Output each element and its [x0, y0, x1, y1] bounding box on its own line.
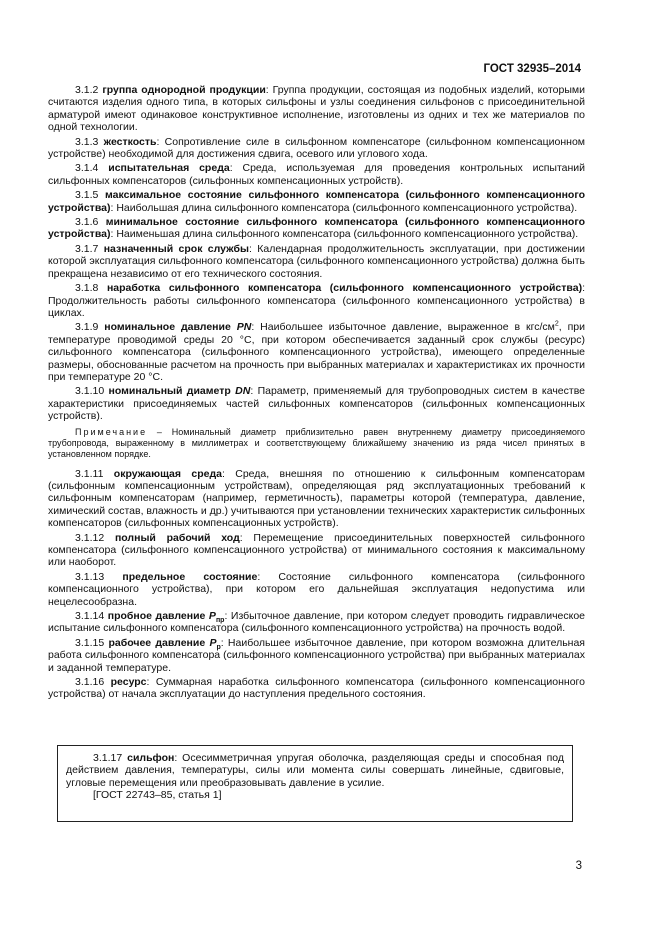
term-name: максимальное состояние сильфонного компенсатора (сильфонного компенсационного устройства): [48, 189, 585, 214]
term-number: 3.1.4: [75, 162, 99, 175]
term-name: жесткость: [103, 135, 157, 148]
term-3-1-14: [48, 610, 585, 635]
term-name: назначенный срок службы: [103, 242, 250, 255]
term-number: 3.1.7: [75, 242, 99, 255]
term-3-1-13: [48, 571, 585, 608]
term-definition: : Наибольшее избыточное давление, выраженное в кгс/см: [251, 321, 555, 334]
term-3-1-10: [48, 385, 585, 422]
term-number: 3.1.16: [75, 676, 105, 689]
page-number: 3: [575, 860, 582, 872]
term-name: номинальное давление: [104, 321, 231, 334]
term-definition: : Группа продукции, состоящая из подобных изделий, которыми считаются изделия одного типа, в которых сильфоны и узлы соединения сильфонов с присоединительной арматурой имеют одинаковое конструктивное исполнение, изготовлены из одних и тех же материалов по одной технологии.: [48, 84, 585, 134]
term-number: 3.1.11: [75, 467, 104, 480]
term-name: рабочее давление: [108, 636, 206, 649]
term-definition: : Календарная продолжительность эксплуатации, при достижении которой эксплуатация сильфонного компенсатора (сильфонного компенсационного устройства) должна быть прекращена независимо от его технического состояния.: [48, 242, 586, 280]
term-3-1-9: [48, 321, 585, 383]
term-number: 3.1.3: [75, 135, 99, 148]
term-3-1-2: [48, 84, 585, 134]
term-symbol: P: [208, 610, 216, 623]
term-definition: : Наибольшая длина сильфонного компенсатора (сильфонного компенсационного устройства).: [110, 201, 578, 214]
term-name: сильфон: [127, 752, 175, 764]
term-definition: : Наименьшая длина сильфонного компенсатора (сильфонного компенсационного устройства).: [110, 228, 579, 241]
term-number: 3.1.15: [75, 636, 105, 649]
boxed-term-3-1-17: [57, 745, 573, 822]
term-definition: : Суммарная наработка сильфонного компенсатора (сильфонного компенсационного устройства) от начала эксплуатации до наступления предельного состояния.: [48, 676, 585, 701]
term-number: 3.1.12: [75, 531, 105, 544]
term-number: 3.1.9: [75, 321, 99, 334]
term-definition: : Среда, используемая для проведения контрольных испытаний сильфонных компенсаторов (сильфонных компенсационных устройств).: [48, 162, 586, 187]
note-label: Примечание: [75, 426, 148, 437]
term-3-1-6: [48, 216, 585, 241]
term-definition: : Перемещение присоединительных поверхностей сильфонного компенсатора (сильфонного компенсационного устройства) от минимального состояния к максимальному или наоборот.: [48, 531, 585, 569]
term-number: 3.1.14: [75, 610, 105, 623]
term-definition: : Параметр, применяемый для трубопроводных систем в качестве характеристики присоединяемых частей сильфонных компенсаторов (сильфонных компенсационных устройств).: [48, 385, 586, 423]
term-3-1-12: [48, 532, 585, 569]
term-number: 3.1.13: [75, 570, 105, 583]
term-3-1-8: [48, 282, 585, 319]
term-name: номинальный диаметр: [108, 385, 231, 398]
term-name: полный рабочий ход: [114, 531, 240, 544]
term-definition: : Осесимметричная упругая оболочка, разделяющая среды и способная под действием давления, температуры, силы или момента силы совершать линейные, сдвиговые, угловые перемещения или преобразовывать давление в усилие.: [66, 752, 565, 789]
term-definition: : Сопротивление силе в сильфонном компенсаторе (сильфонном компенсационном устройстве) необходимой для достижения сдвига, осевого или углового хода.: [48, 135, 586, 161]
subscript: р: [216, 643, 221, 651]
term-3-1-16: [48, 676, 585, 701]
term-name: окружающая среда: [113, 467, 222, 480]
term-definition: : Наибольшее избыточное давление, при котором возможна длительная работа сильфонного компенсатора (сильфонного компенсационного устройства) при выбранных материалах и заданной температуре.: [48, 636, 585, 674]
term-number: 3.1.2: [75, 84, 99, 96]
term-3-1-17: [66, 752, 564, 789]
term-3-1-3: [48, 136, 585, 161]
term-number: 3.1.17: [93, 752, 123, 764]
term-number: 3.1.6: [75, 216, 99, 229]
term-symbol: P: [209, 636, 217, 649]
term-definition: : Избыточное давление, при котором следует проводить гидравлическое испытание сильфонного компенсатора (сильфонного компенсационного устройства) на прочность водой.: [48, 610, 586, 635]
term-name: наработка сильфонного компенсатора (сильфонного компенсационного устройства): [106, 282, 583, 295]
term-symbol: PN: [236, 321, 252, 334]
superscript: 2: [554, 320, 559, 328]
term-name: предельное состояние: [122, 570, 258, 583]
term-definition: : Состояние сильфонного компенсатора (сильфонного компенсационного устройства), при котором его дальнейшая эксплуатация недопустима или нецелесообразна.: [48, 570, 585, 608]
source-reference: [ГОСТ 22743–85, статья 1]: [93, 789, 222, 802]
term-3-1-5: [48, 189, 585, 214]
term-symbol: DN: [235, 385, 251, 398]
term-3-1-7: [48, 243, 585, 280]
subscript: пр: [215, 617, 225, 625]
terms-section: [48, 84, 585, 703]
term-name: минимальное состояние сильфонного компенсатора (сильфонного компенсационного устройства): [48, 216, 585, 241]
term-name: группа однородной продукции: [102, 84, 266, 96]
term-definition: : Среда, внешняя по отношению к сильфонным компенсаторам (сильфонным компенсационным устройствам), определяющая ряд эксплуатационных требований к сильфонным компенсаторам (например, герметичность), параметры которой (температура, давление, химический состав, влажность и др.) учитываются при установлении технических характеристик сильфонных компенсаторов (сильфонных компенсационных устройств).: [48, 467, 585, 530]
term-name: испытательная среда: [108, 162, 230, 175]
term-name: ресурс: [110, 676, 147, 689]
term-number: 3.1.5: [75, 189, 99, 202]
term-number: 3.1.10: [75, 385, 105, 398]
note-text: – Номинальный диаметр приблизительно равен внутреннему диаметру присоединяемого трубопровода, выраженному в миллиметрах и соответствующему ближайшему значению из ряда чисел принятых в установленном порядке.: [48, 426, 585, 459]
term-definition-cont: , при температуре проводимой среды 20 °С, при котором обеспечивается заданный срок службы (ресурс) сильфонного компенсатора (сильфонного компенсационного устройства), имеющего определенные размеры, обоснованные расчетом на прочность при выбранных материалах и характеристиках их прочности при температуре 20 °С.: [48, 321, 585, 383]
term-number: 3.1.8: [75, 282, 99, 295]
term-definition: : Продолжительность работы сильфонного компенсатора (сильфонного компенсационного устройства) в циклах.: [48, 282, 585, 319]
term-name: пробное давление: [107, 610, 206, 623]
term-3-1-4: [48, 162, 585, 187]
term-3-1-11: [48, 468, 585, 530]
term-3-1-15: [48, 637, 585, 674]
note: [48, 427, 585, 460]
document-id: ГОСТ 32935–2014: [483, 63, 581, 75]
